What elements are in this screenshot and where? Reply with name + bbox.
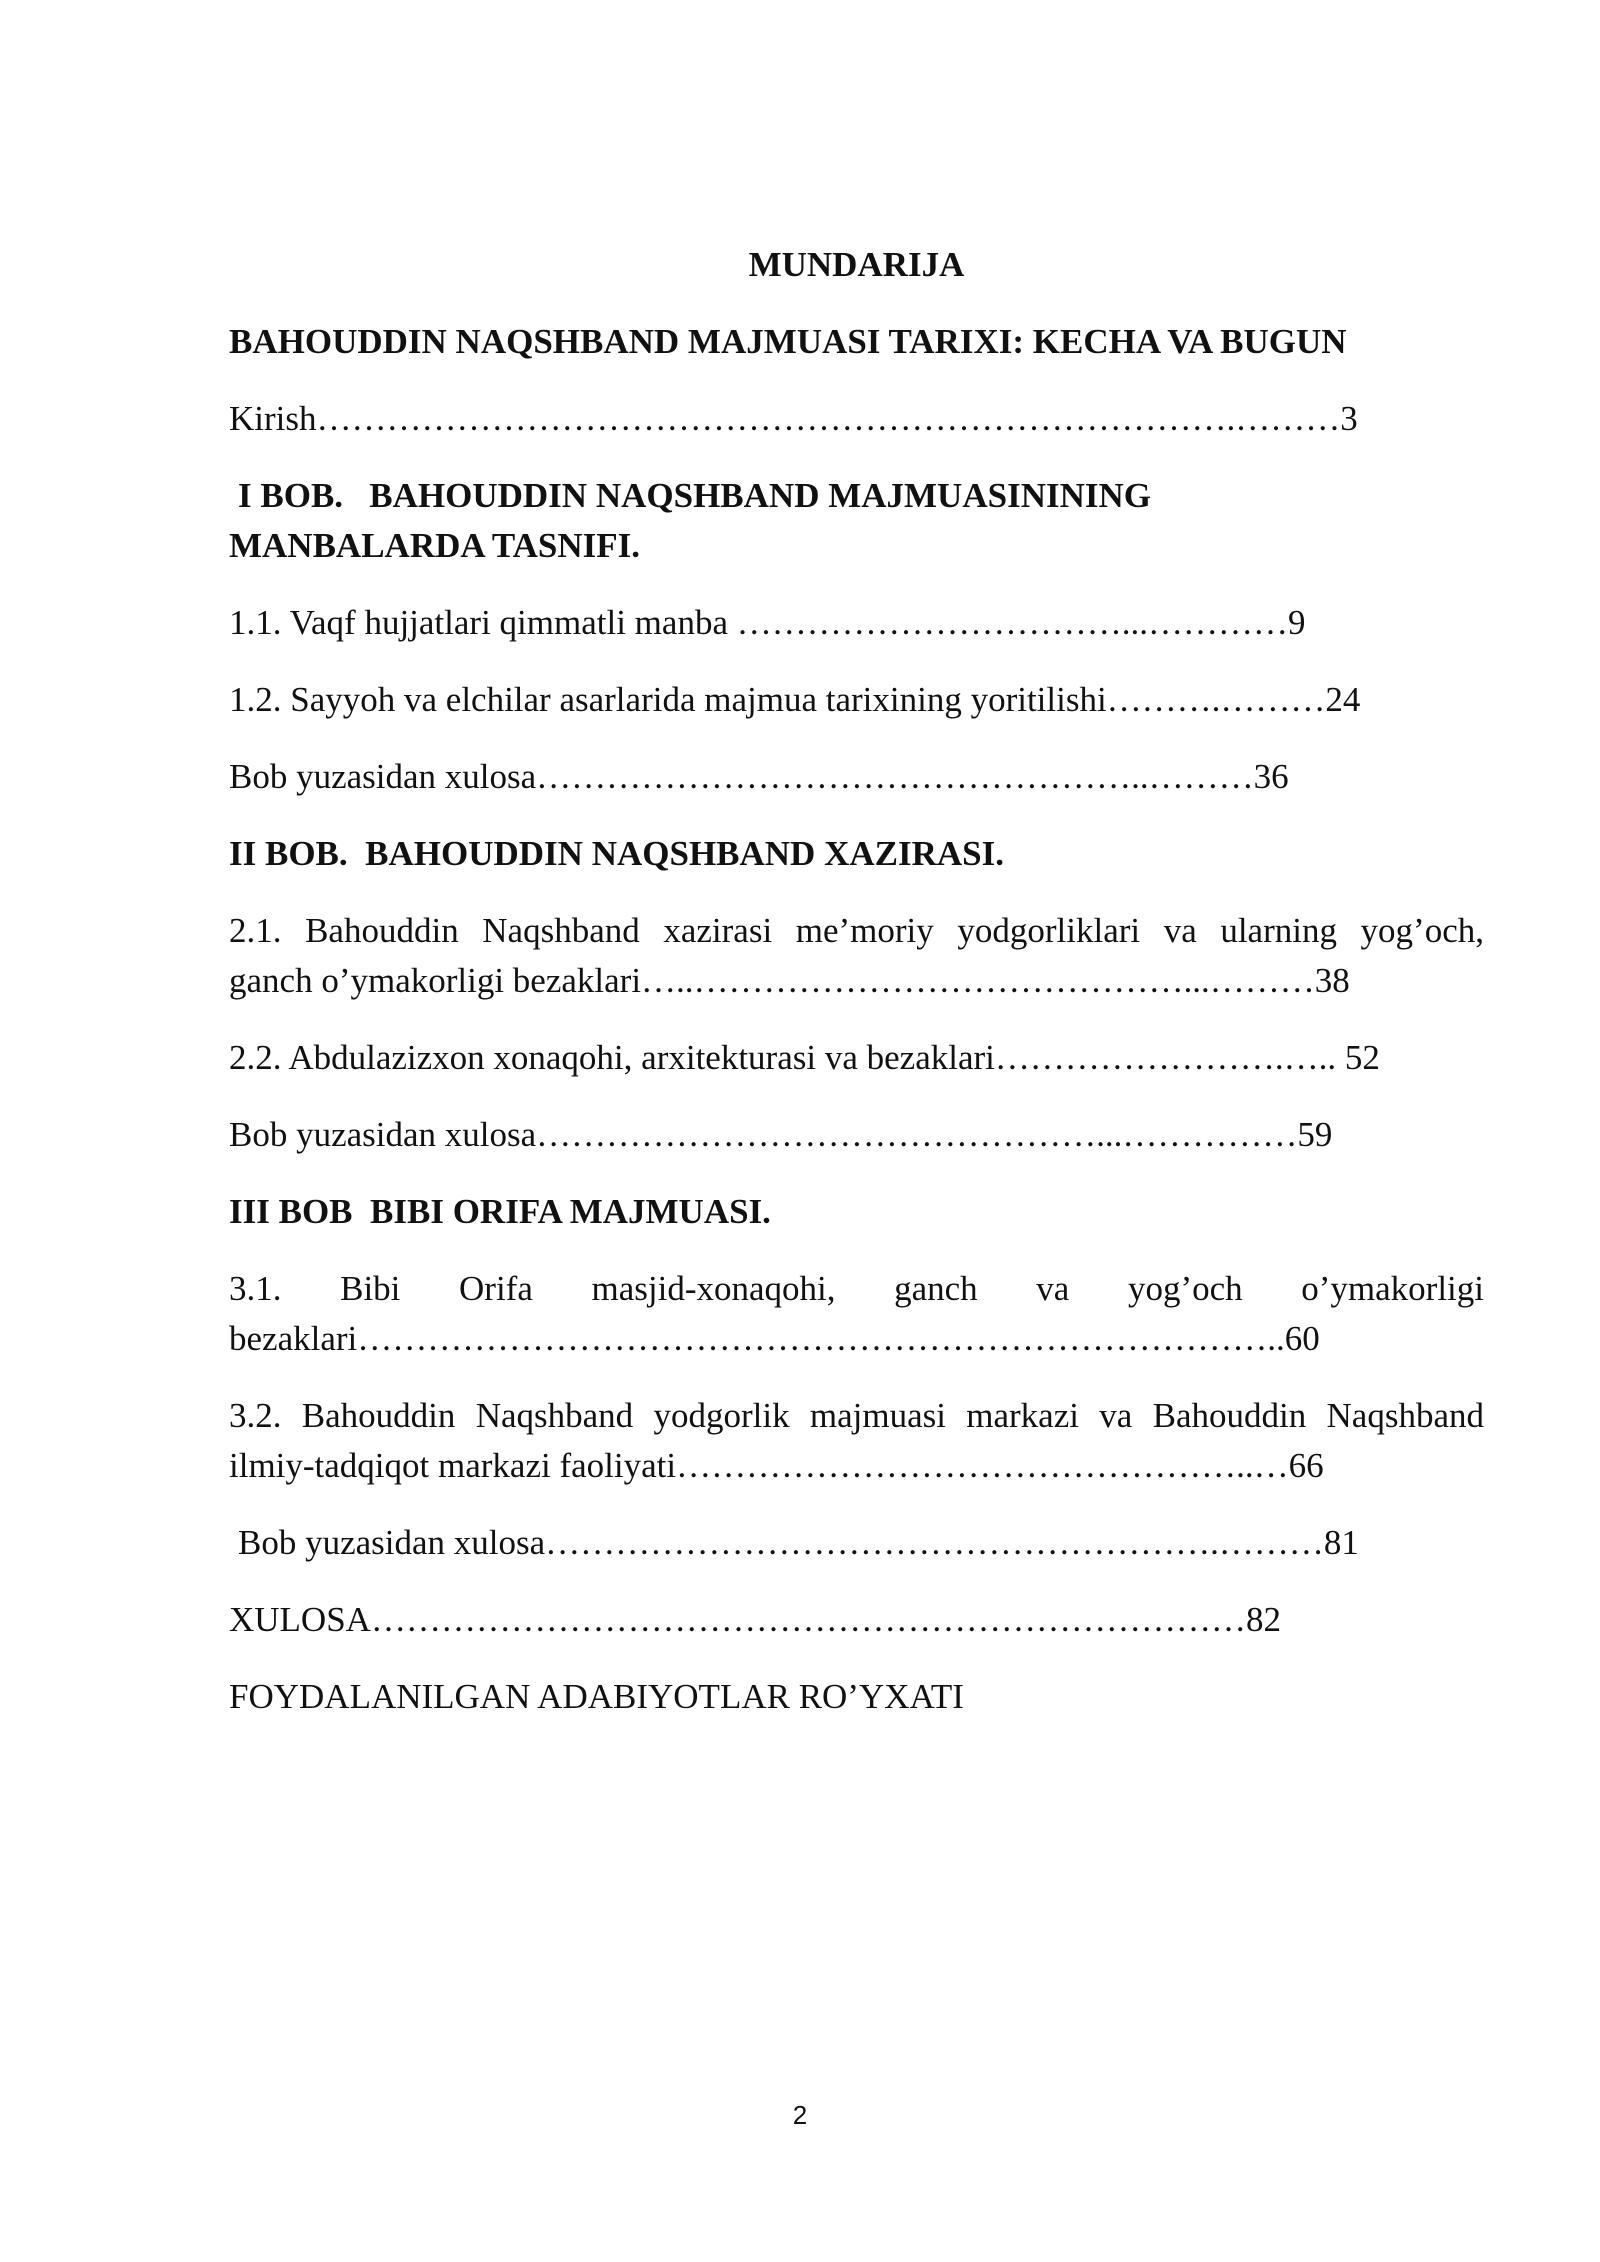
toc-entry-bibliography: FOYDALANILGAN ADABIYOTLAR RO’YXATI (229, 1677, 964, 1716)
chapter-1-heading-line-2: MANBALARDA TASNIFI. (229, 526, 640, 565)
toc-entry-3-2-line-1: 3.2. Bahouddin Naqshband yodgorlik majmuasi markazi va Bahouddin Naqshband (229, 1396, 1484, 1435)
toc-entry-kirish: Kirish…………………………………………………………………….………3 (229, 399, 1358, 438)
toc-entry-2-2: 2.2. Abdulazizxon xonaqohi, arxitekturasi va bezaklari…………………….….. 52 (229, 1038, 1380, 1077)
toc-entry-3-2-line-2: ilmiy-tadqiqot markazi faoliyati…………………………………………..…66 (229, 1446, 1324, 1485)
toc-entry-chapter-1-conclusion: Bob yuzasidan xulosa……………………………………………..………36 (229, 757, 1289, 796)
toc-entry-2-1-line-1: 2.1. Bahouddin Naqshband xazirasi me’moriy yodgorliklari va ularning yog’och, (229, 911, 1484, 950)
chapter-1-heading (229, 471, 1484, 571)
toc-entry-3-1-line-2: bezaklari……………………………………………………………………..60 (229, 1319, 1320, 1358)
toc-entry-2-1 (229, 906, 1484, 1006)
toc-entry-1-1: 1.1. Vaqf hujjatlari qimmatli manba ……………………………...…………9 (229, 603, 1306, 642)
chapter-1-heading-line-1: I BOB. BAHOUDDIN NAQSHBAND MAJMUASININING (238, 476, 1151, 515)
chapter-2-heading: II BOB. BAHOUDDIN NAQSHBAND XAZIRASI. (229, 834, 1004, 873)
toc-entry-1-2: 1.2. Sayyoh va elchilar asarlarida majmua tarixining yoritilishi……….………24 (229, 680, 1361, 719)
toc-entry-3-1 (229, 1264, 1484, 1364)
page-number: 2 (792, 2100, 808, 2130)
table-of-contents (229, 240, 1484, 1749)
toc-entry-chapter-3-conclusion: Bob yuzasidan xulosa………………………………………………….………81 (238, 1523, 1359, 1562)
toc-entry-2-1-line-2: ganch o’ymakorligi bezaklari…..……………………………………...………38 (229, 961, 1350, 1000)
toc-entry-chapter-2-conclusion: Bob yuzasidan xulosa…………………………………………...……………59 (229, 1115, 1333, 1154)
toc-heading: MUNDARIJA (748, 245, 965, 284)
work-title: BAHOUDDIN NAQSHBAND MAJMUASI TARIXI: KECHA VA BUGUN (229, 322, 1347, 361)
toc-entry-3-2 (229, 1391, 1484, 1491)
toc-entry-conclusion: XULOSA…………………………………………………………………82 (229, 1600, 1281, 1639)
chapter-3-heading: III BOB BIBI ORIFA MAJMUASI. (229, 1192, 771, 1231)
toc-entry-3-1-line-1: 3.1. Bibi Orifa masjid-xonaqohi, ganch va yog’och o’ymakorligi (229, 1269, 1484, 1308)
